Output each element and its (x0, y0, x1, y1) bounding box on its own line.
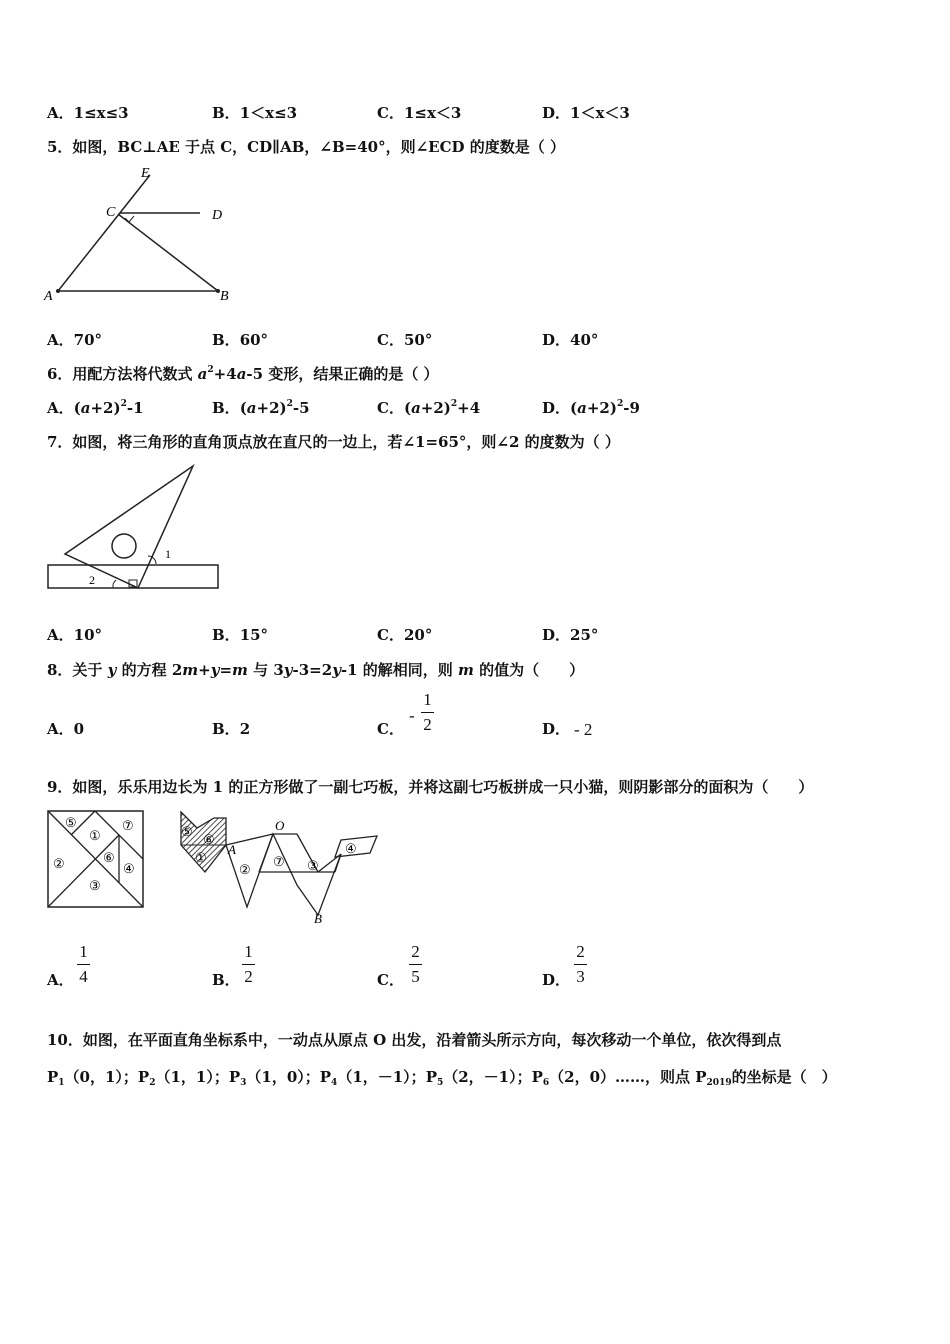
q7-stem: 7．如图，将三角形的直角顶点放在直尺的一边上，若∠1=65°，则∠2 的度数为（ ） (47, 433, 620, 451)
q6-option-d[interactable]: D．$(a+2)^2-9$ (542, 399, 640, 417)
q9-piece2: ② (53, 856, 65, 871)
q9-cat-piece6: ⑥ (203, 832, 215, 847)
q4-option-b[interactable]: B．1＜x≤3 (212, 104, 298, 122)
q7-option-c-text: 20° (403, 626, 433, 644)
q9-cat-piece2: ② (239, 862, 251, 877)
q4-option-d-text: 1＜x＜3 (570, 104, 630, 122)
q6-option-a[interactable]: A．$(a+2)^2-1$ (47, 399, 144, 417)
q9-option-d-fraction: 2 3 (574, 942, 587, 987)
q9-option-c-fraction: 2 5 (409, 942, 422, 987)
q9-stem: 9．如图，乐乐用边长为 1 的正方形做了一副七巧板，并将这副七巧板拼成一只小猫，则阴影部分的面积为（ ） (47, 778, 814, 796)
q4-option-b-text: 1＜x≤3 (239, 104, 298, 122)
q5-option-d-text: 40° (570, 331, 599, 349)
q9-cat-piece1: ① (195, 850, 207, 865)
q5-label-a: A (44, 289, 53, 304)
q9-piece4: ④ (123, 861, 135, 876)
q7-option-b-text: 15° (239, 626, 269, 644)
q9-option-a-fraction: 1 4 (77, 942, 90, 987)
q4-option-a-text: 1≤x≤3 (73, 104, 129, 122)
q9-option-d[interactable]: D． (542, 971, 571, 989)
q5-label-c: C (106, 205, 116, 220)
q5-label-d: D (212, 208, 223, 223)
q8-option-c[interactable]: C． (377, 720, 404, 738)
q5-label-e: E (141, 166, 150, 181)
q7-option-d-text: 25° (570, 626, 599, 644)
q7-option-d[interactable]: D．25° (542, 626, 599, 644)
q6-option-c[interactable]: C．$(a+2)^2+4$ (377, 399, 481, 417)
q5-label-b: B (220, 289, 229, 304)
q9-piece3: ③ (89, 878, 101, 893)
q9-label-b: B (314, 911, 322, 926)
q8-option-d[interactable]: D． (542, 720, 571, 738)
q9-option-a[interactable]: A． (47, 971, 74, 989)
q8-option-c-fraction: 1 2 (421, 690, 434, 735)
q9-option-b-fraction: 1 2 (242, 942, 255, 987)
q9-piece1: ① (89, 828, 101, 843)
q9-label-a: A (228, 842, 236, 857)
q8-option-a[interactable]: A．0 (47, 720, 85, 738)
q10-points: $P_1(0$，1）；$P_2(1$，1）；$P_3(1$，0）；$P_4(1$，－1）；$P_5(2$，－1）；$P_6(2$，0）……，则点 $P_{2019}$的坐标是（ ） (47, 1068, 837, 1088)
q4-option-a[interactable]: A．1≤x≤3 (47, 104, 129, 122)
q8-option-b[interactable]: B．2 (212, 720, 251, 738)
q9-option-b[interactable]: B． (212, 971, 240, 989)
q4-option-c-text: 1≤x＜3 (403, 104, 462, 122)
q7-option-a-text: 10° (73, 626, 103, 644)
q9-piece5: ⑤ (65, 815, 77, 830)
q5-option-c[interactable]: C．50° (377, 331, 433, 349)
q5-figure (40, 165, 240, 305)
q4-option-c[interactable]: C．1≤x＜3 (377, 104, 462, 122)
q5-option-b-text: 60° (239, 331, 269, 349)
q5-stem: 5．如图，BC⊥AE 于点 C，CD∥AB，∠B=40°，则∠ECD 的度数是（ ） (47, 138, 565, 156)
q8-option-c-sign: - (409, 706, 415, 725)
q6-stem: 6．用配方法将代数式 $a^2+4a-5$ 变形，结果正确的是（ ） (47, 365, 439, 383)
q7-option-c[interactable]: C．20° (377, 626, 433, 644)
q9-tangram-square (47, 810, 145, 910)
q10-stem: 10．如图，在平面直角坐标系中，一动点从原点 O 出发，沿着箭头所示方向，每次移动一个单位，依次得到点 (47, 1031, 782, 1049)
q9-label-o: O (275, 818, 285, 833)
q9-cat-piece5: ⑤ (181, 824, 193, 839)
q8-stem: 8．关于 y 的方程 2m+y=m 与 3y-3=2y-1 的解相同，则 m 的值为（ ） (47, 661, 585, 679)
q5-option-d[interactable]: D．40° (542, 331, 599, 349)
q5-option-b[interactable]: B．60° (212, 331, 269, 349)
q7-label-angle2: 2 (89, 573, 95, 587)
q6-option-b[interactable]: B．$(a+2)^2-5$ (212, 399, 310, 417)
q9-cat-piece4: ④ (345, 841, 357, 856)
q9-piece7: ⑦ (122, 818, 134, 833)
q4-option-d[interactable]: D．1＜x＜3 (542, 104, 630, 122)
q9-cat-piece7: ⑦ (273, 854, 285, 869)
q9-cat-piece3: ③ (307, 858, 319, 873)
q5-option-c-text: 50° (403, 331, 433, 349)
q7-option-a[interactable]: A．10° (47, 626, 103, 644)
q9-option-c[interactable]: C． (377, 971, 404, 989)
q8-option-d-value: - 2 (574, 720, 593, 739)
q5-option-a[interactable]: A．70° (47, 331, 103, 349)
q5-option-a-text: 70° (73, 331, 103, 349)
q7-figure (45, 463, 225, 593)
q7-option-b[interactable]: B．15° (212, 626, 269, 644)
q9-tangram-cat (175, 810, 385, 925)
q7-label-angle1: 1 (165, 547, 171, 561)
q9-piece6: ⑥ (103, 850, 115, 865)
